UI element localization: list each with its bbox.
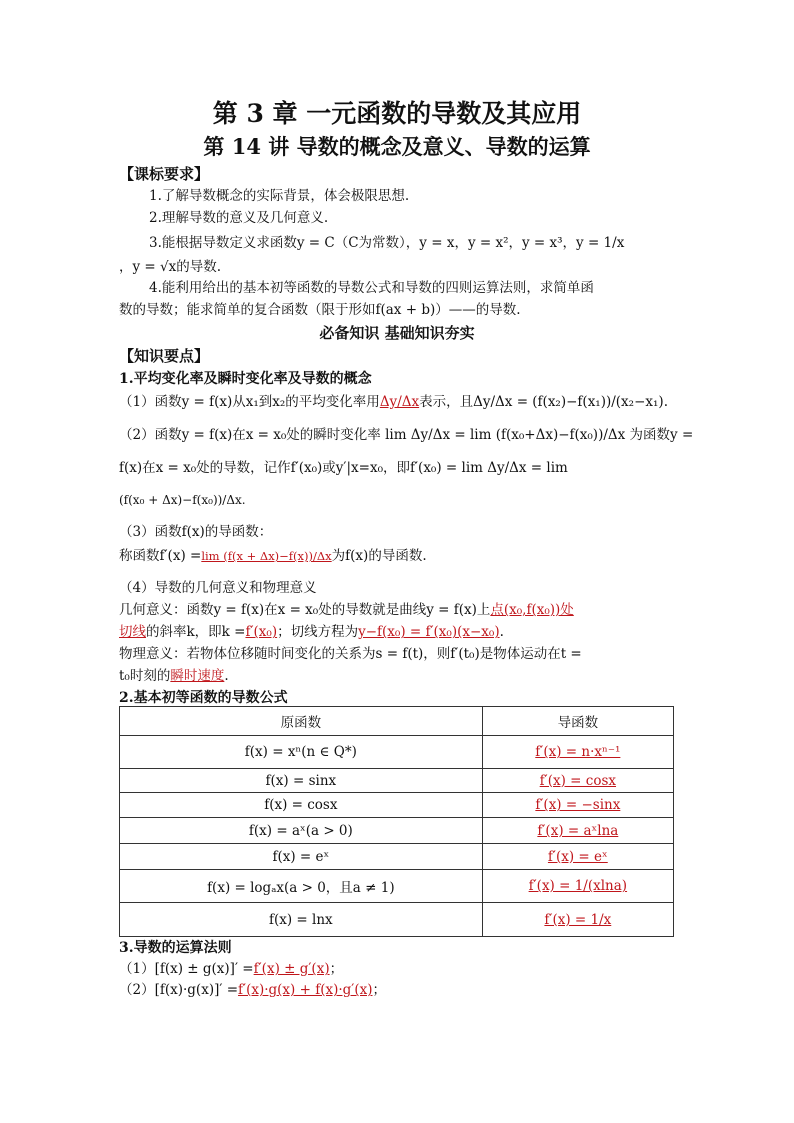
- sum-rule-line: [119, 959, 343, 979]
- table-row: [120, 769, 674, 793]
- physical-meaning-pre: t₀时刻的: [119, 668, 171, 684]
- instant-rate-line-1: （2）函数y = f(x)在x = x₀处的瞬时变化率 lim Δy/Δx = lim (f(x₀+Δx)−f(x₀))/Δx 为函数y =: [119, 427, 694, 443]
- curriculum-heading: 【课标要求】: [119, 165, 210, 183]
- curriculum-item-4-cont: 数的导数；能求简单的复合函数（限于形如f(ax + b)）——的导数.: [119, 302, 521, 318]
- table-cell-derivative: f′(x) = −sinx: [482, 793, 673, 818]
- curriculum-item-3-cont: ，y = √x的导数.: [119, 259, 222, 275]
- table-cell-original: f(x) = sinx: [120, 769, 483, 793]
- table-cell-derivative: f′(x) = 1/(xlna): [482, 870, 673, 903]
- curriculum-item-4: 4.能利用给出的基本初等函数的导数公式和导数的四则运算法则，求简单函: [149, 280, 594, 296]
- average-rate-tail: 表示，且Δy/Δx = (f(x₂)−f(x₁))/(x₂−x₁).: [419, 394, 668, 410]
- instant-rate-line-3: (f(x₀ + Δx)−f(x₀))/Δx.: [119, 493, 246, 507]
- table-cell-original: f(x) = xⁿ(n ∈ Q*): [120, 736, 483, 769]
- average-rate-answer: Δy/Δx: [379, 394, 420, 410]
- meaning-heading: （4）导数的几何意义和物理意义: [119, 580, 317, 596]
- table-cell-derivative: f′(x) = aˣlna: [482, 818, 673, 844]
- geometric-meaning-line-1: [119, 600, 574, 620]
- table-cell-derivative: f′(x) = cosx: [482, 769, 673, 793]
- curriculum-item-3: 3.能根据导数定义求函数y = C（C为常数），y = x，y = x²，y = x³，y = 1/x: [149, 235, 625, 251]
- derivative-function-definition: [119, 546, 427, 566]
- instant-rate-line-2: f(x)在x = x₀处的导数，记作f′(x₀)或y′|x=x₀，即f′(x₀) = lim Δy/Δx = lim: [119, 460, 568, 476]
- derivative-function-pre: 称函数f′(x) =: [119, 548, 202, 564]
- product-rule-answer: f′(x)·g(x) + f(x)·g′(x): [238, 982, 373, 998]
- sum-rule-post: ；: [329, 961, 344, 977]
- section-2-title: 2.基本初等函数的导数公式: [119, 690, 288, 706]
- chapter-title: 第 3 章 一元函数的导数及其应用: [212, 99, 582, 128]
- product-rule-pre: （2）[f(x)·g(x)]′ =: [119, 982, 239, 998]
- physical-meaning-line-2: t₀时刻的瞬时速度.: [119, 668, 229, 684]
- table-cell-original: f(x) = aˣ(a > 0): [120, 818, 483, 844]
- table-cell-original: f(x) = cosx: [120, 793, 483, 818]
- table-row: [120, 736, 674, 769]
- table-row: [120, 818, 674, 844]
- table-cell-derivative: f′(x) = 1/x: [482, 903, 673, 937]
- geometric-meaning-line-2: 切线的斜率k，即k =f′(x₀)；切线方程为y−f(x₀) = f′(x₀)(x−x₀).: [119, 624, 504, 640]
- table-header-original: 原函数: [120, 707, 483, 736]
- table-row: [120, 793, 674, 818]
- curriculum-item-1: 1.了解导数概念的实际背景，体会极限思想.: [149, 188, 410, 204]
- section-3-title: 3.导数的运算法则: [119, 940, 232, 956]
- table-cell-original: f(x) = lnx: [120, 903, 483, 937]
- table-header-derivative: 导函数: [482, 707, 673, 736]
- instant-velocity-answer: 瞬时速度: [170, 668, 225, 684]
- sum-rule-answer: f′(x) ± g′(x): [253, 961, 330, 977]
- tangent-equation: y−f(x₀) = f′(x₀)(x−x₀): [358, 624, 500, 640]
- knowledge-heading: 【知识要点】: [119, 347, 210, 365]
- geometric-meaning-point: 点(x₀,f(x₀))处: [490, 602, 574, 618]
- derivative-function-heading: （3）函数f(x)的导函数：: [119, 524, 273, 540]
- table-cell-derivative: f′(x) = eˣ: [482, 844, 673, 870]
- product-rule-post: ；: [372, 982, 386, 998]
- derivative-function-answer: lim (f(x + Δx)−f(x))/Δx: [201, 549, 332, 563]
- table-row: [120, 870, 674, 903]
- physical-meaning-line-1: 物理意义：若物体位移随时间变化的关系为s = f(t)，则f′(t₀)是物体运动在t =: [119, 646, 582, 662]
- section-1-title: 1.平均变化率及瞬时变化率及导数的概念: [119, 371, 372, 387]
- table-cell-original: f(x) = logₐx(a > 0，且a ≠ 1): [120, 870, 483, 903]
- average-rate-line: [119, 392, 668, 412]
- table-row: [120, 903, 674, 937]
- geometric-meaning-tangent: 切线: [119, 624, 146, 640]
- lesson-title: 第 14 讲 导数的概念及意义、导数的运算: [203, 134, 591, 159]
- curriculum-item-2: 2.理解导数的意义及几何意义.: [149, 210, 329, 226]
- geometric-meaning-pre: 几何意义：函数y = f(x)在x = x₀处的导数就是曲线y = f(x)上: [119, 602, 491, 618]
- table-cell-original: f(x) = eˣ: [120, 844, 483, 870]
- average-rate-text: （1）函数y = f(x)从x₁到x₂的平均变化率用: [119, 394, 380, 410]
- table-row: [120, 844, 674, 870]
- table-cell-derivative: f′(x) = n·xⁿ⁻¹: [482, 736, 673, 769]
- geometric-meaning-slope: f′(x₀): [245, 624, 278, 640]
- derivative-formula-table: [119, 706, 674, 937]
- section-banner: 必备知识 基础知识夯实: [319, 324, 475, 342]
- geometric-meaning-mid2: ；切线方程为: [277, 624, 359, 640]
- table-header-row: [120, 707, 674, 736]
- geometric-meaning-mid: 的斜率k，即k =: [146, 624, 246, 640]
- product-rule-line: [119, 980, 386, 1000]
- sum-rule-pre: （1）[f(x) ± g(x)]′ =: [119, 961, 254, 977]
- derivative-function-post: 为f(x)的导函数.: [331, 548, 427, 564]
